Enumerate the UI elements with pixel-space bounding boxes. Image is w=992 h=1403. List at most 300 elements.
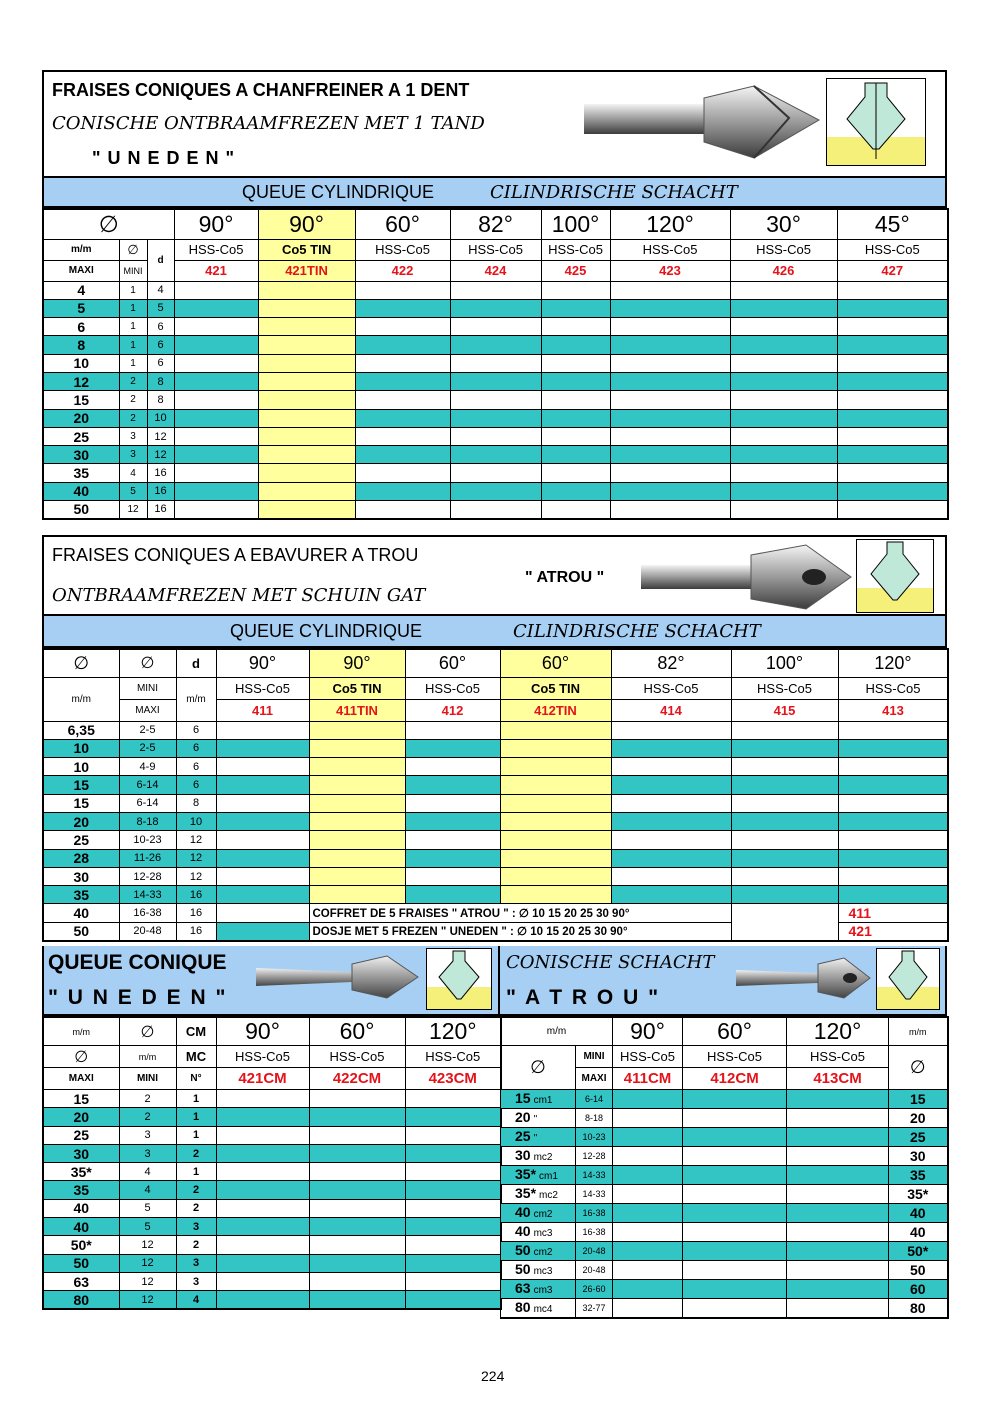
code-421: 421 [174, 260, 258, 281]
row-cell [405, 1254, 501, 1272]
table-row [43, 1254, 501, 1272]
row-cell [613, 1185, 683, 1204]
row-d: 12 [176, 867, 216, 885]
row-mini-maxi: 20-48 [576, 1261, 613, 1280]
row-d: 6 [147, 336, 174, 354]
s4-header-maxi: MAXI [576, 1068, 613, 1090]
row-cell [450, 336, 541, 354]
row-diameter: 80 [43, 1291, 119, 1309]
row-cell [730, 409, 837, 427]
row-cell [731, 904, 838, 922]
table-row [43, 1291, 501, 1309]
row-cell [541, 354, 610, 372]
row-cell [405, 1181, 501, 1199]
row-cell [355, 446, 450, 464]
angle-82: 82° [450, 209, 541, 239]
row-mini: 4 [119, 1163, 176, 1181]
row-diameter-value: 35* [515, 1185, 537, 1201]
row-cell [216, 721, 309, 739]
row-cell [730, 464, 837, 482]
row-cell [730, 336, 837, 354]
row-cell [405, 867, 500, 885]
code-411cm: 411CM [613, 1068, 683, 1090]
table-row [43, 391, 948, 409]
code-414: 414 [611, 699, 731, 721]
row-cell [683, 1185, 787, 1204]
row-cell [730, 482, 837, 500]
code-411tin: 411TIN [309, 699, 405, 721]
row-cell [405, 1163, 501, 1181]
row-cell [216, 1272, 309, 1290]
row-cell [405, 886, 500, 904]
row-d: 6 [176, 758, 216, 776]
row-mini-maxi: 16-38 [576, 1204, 613, 1223]
row-diameter-value: 25 [515, 1128, 531, 1144]
material-6: HSS-Co5 [838, 677, 948, 699]
table-row [501, 1261, 948, 1280]
row-diameter: 6,35 [43, 721, 119, 739]
row-diameter-right: 80 [889, 1299, 948, 1319]
row-cell [611, 776, 731, 794]
row-cell [216, 1181, 309, 1199]
chamfer-diagram-3 [426, 948, 492, 1010]
row-cell [355, 299, 450, 317]
row-cell [450, 299, 541, 317]
table-row [43, 1199, 501, 1217]
section4-title: CONISCHE SCHACHT [506, 952, 715, 973]
row-diameter-value: 30 [515, 1147, 531, 1163]
row-cell [838, 812, 948, 830]
row-cell [837, 318, 948, 336]
row-diameter-value: 50 [515, 1261, 531, 1277]
row-cell [541, 409, 610, 427]
row-cell [405, 776, 500, 794]
material-3: HSS-Co5 [450, 239, 541, 260]
row-cell [837, 464, 948, 482]
header-d: d [176, 649, 216, 677]
row-cell [405, 721, 500, 739]
row-cell [500, 758, 611, 776]
table-row [43, 427, 948, 445]
table-row [501, 1204, 948, 1223]
row-cell [405, 831, 500, 849]
table-row [43, 446, 948, 464]
row-mini: 1 [119, 281, 147, 299]
row-diameter: 35 [43, 886, 119, 904]
row-cell [450, 501, 541, 519]
row-mini: 2 [119, 391, 147, 409]
row-cell [309, 1218, 405, 1236]
material-4: HSS-Co5 [611, 677, 731, 699]
code-422: 422 [355, 260, 450, 281]
table-row [501, 1299, 948, 1319]
row-diameter-value: 40 [515, 1204, 531, 1220]
section4-table [500, 1016, 949, 1319]
row-cell [838, 867, 948, 885]
row-mini: 12 [119, 501, 147, 519]
row-diameter: 10 [43, 739, 119, 757]
header-maxi: MAXI [43, 260, 119, 281]
row-cell [174, 427, 258, 445]
section2-banner-nl: CILINDRISCHE SCHACHT [513, 621, 761, 642]
row-diameter: 6 [43, 318, 119, 336]
row-d: 16 [147, 501, 174, 519]
row-cell [309, 721, 405, 739]
row-cell [216, 831, 309, 849]
row-cell [405, 1126, 501, 1144]
code-412cm: 412CM [683, 1068, 787, 1090]
row-diameter [501, 1223, 576, 1242]
row-cell [837, 391, 948, 409]
morse-cutter-image-2 [732, 954, 874, 1002]
row-cell [216, 867, 309, 885]
table-row [43, 1218, 501, 1236]
angle-45: 45° [837, 209, 948, 239]
row-diameter-right: 50 [889, 1261, 948, 1280]
row-cell [683, 1147, 787, 1166]
row-cell [837, 281, 948, 299]
row-cell [405, 1272, 501, 1290]
row-cell [309, 1108, 405, 1126]
row-diameter: 25 [43, 427, 119, 445]
table-row [43, 904, 948, 922]
row-diameter: 4 [43, 281, 119, 299]
code-412tin: 412TIN [500, 699, 611, 721]
row-cell [837, 501, 948, 519]
table-row [43, 867, 948, 885]
row-mini: 2 [119, 1108, 176, 1126]
row-d: 16 [176, 886, 216, 904]
row-cell [450, 482, 541, 500]
row-cell [541, 482, 610, 500]
row-mini-maxi: 12-28 [119, 867, 176, 885]
row-mini: 2 [119, 409, 147, 427]
s3-material-2: HSS-Co5 [405, 1046, 501, 1068]
row-diameter: 15 [43, 776, 119, 794]
angle-100: 100° [541, 209, 610, 239]
row-mini-maxi: 8-18 [576, 1109, 613, 1128]
code-413: 413 [838, 699, 948, 721]
row-cell [216, 1236, 309, 1254]
code-427: 427 [837, 260, 948, 281]
table-row [43, 1163, 501, 1181]
row-cell [683, 1299, 787, 1319]
row-d: 5 [147, 299, 174, 317]
chamfer-diagram-1 [826, 78, 926, 166]
row-cell [837, 336, 948, 354]
table-row [43, 1181, 501, 1199]
row-cell [405, 1144, 501, 1162]
row-cell [216, 886, 309, 904]
row-cell [174, 501, 258, 519]
section1-banner-fr: QUEUE CYLINDRIQUE [242, 182, 435, 202]
row-diameter: 25 [43, 1126, 119, 1144]
angle-82: 82° [611, 649, 731, 677]
row-mini: 1 [119, 299, 147, 317]
row-cell [405, 794, 500, 812]
s4-header-diam-right: ∅ [889, 1046, 948, 1090]
s3-header-mc: MC [176, 1046, 216, 1068]
code-413cm: 413CM [787, 1068, 889, 1090]
row-cell [355, 464, 450, 482]
row-cell [787, 1280, 889, 1299]
row-mini: 4 [119, 464, 147, 482]
row-cell [731, 721, 838, 739]
row-cell [610, 354, 730, 372]
row-mini: 4 [119, 1181, 176, 1199]
row-cell [500, 794, 611, 812]
row-cell [837, 354, 948, 372]
row-cell [613, 1128, 683, 1147]
row-cell [610, 409, 730, 427]
angle-60-tin: 60° [500, 649, 611, 677]
row-cell [258, 318, 355, 336]
row-cell [683, 1204, 787, 1223]
table-row [43, 739, 948, 757]
row-cell [610, 336, 730, 354]
diameter-symbol: ∅ [43, 209, 174, 239]
row-cell [683, 1090, 787, 1109]
row-cell [309, 849, 405, 867]
row-cell [730, 299, 837, 317]
row-cell [216, 1090, 309, 1108]
section3-table [42, 1016, 502, 1310]
row-mini-maxi: 6-14 [119, 776, 176, 794]
row-mini-maxi: 16-38 [119, 904, 176, 922]
row-cell [730, 354, 837, 372]
header-diam: ∅ [119, 239, 147, 260]
s3-material-1: HSS-Co5 [309, 1046, 405, 1068]
row-cell [613, 1204, 683, 1223]
table-row [43, 1090, 501, 1108]
row-mini: 2 [119, 1090, 176, 1108]
section-atrou-header [42, 535, 947, 616]
s3-angle-60: 60° [309, 1017, 405, 1046]
row-cell [258, 299, 355, 317]
s3-header-mm: m/m [43, 1017, 119, 1046]
row-cell [541, 427, 610, 445]
material-0: HSS-Co5 [216, 677, 309, 699]
row-cell [258, 427, 355, 445]
row-cell [174, 336, 258, 354]
row-diameter [501, 1166, 576, 1185]
row-cm: 2 [176, 1199, 216, 1217]
row-cell [355, 372, 450, 390]
row-cell [216, 1199, 309, 1217]
code-412: 412 [405, 699, 500, 721]
row-diameter [501, 1109, 576, 1128]
row-d: 8 [147, 372, 174, 390]
table-row [43, 354, 948, 372]
row-cell [405, 812, 500, 830]
row-cell [309, 1291, 405, 1309]
row-mini: 5 [119, 482, 147, 500]
code-423cm: 423CM [405, 1068, 501, 1090]
section3-title: QUEUE CONIQUE [48, 951, 227, 974]
row-cell [309, 794, 405, 812]
code-426: 426 [730, 260, 837, 281]
row-cell [174, 281, 258, 299]
row-diameter: 20 [43, 812, 119, 830]
row-mini-maxi: 6-14 [119, 794, 176, 812]
row-cell [541, 464, 610, 482]
row-diameter-right: 35 [889, 1166, 948, 1185]
s3-header-maxi: MAXI [43, 1068, 119, 1090]
row-d: 6 [147, 318, 174, 336]
row-cell [405, 758, 500, 776]
table-row [43, 1126, 501, 1144]
row-diameter-value: 40 [515, 1223, 531, 1239]
row-diameter: 15 [43, 794, 119, 812]
row-diameter-value: 50 [515, 1242, 531, 1258]
row-cell [216, 1163, 309, 1181]
section1-name: " U N E D E N " [92, 148, 236, 168]
row-cell [611, 867, 731, 885]
row-cell [216, 1254, 309, 1272]
table-row [43, 758, 948, 776]
row-cell [309, 1163, 405, 1181]
row-diameter-value: 63 [515, 1280, 531, 1296]
row-diameter: 40 [43, 904, 119, 922]
row-diameter [501, 1204, 576, 1223]
row-cell [787, 1204, 889, 1223]
header-maxi: MAXI [119, 699, 176, 721]
row-cell [174, 299, 258, 317]
morse-cutter-image-1 [252, 952, 422, 1002]
code-423: 423 [610, 260, 730, 281]
row-mini: 3 [119, 1144, 176, 1162]
row-cone-type: mc4 [533, 1304, 553, 1315]
row-cell [309, 886, 405, 904]
chamfer-diagram-2 [856, 539, 934, 613]
row-cell [405, 1236, 501, 1254]
row-diameter: 25 [43, 831, 119, 849]
row-mini-maxi: 14-33 [119, 886, 176, 904]
material-0: HSS-Co5 [174, 239, 258, 260]
row-cell [837, 372, 948, 390]
header-d: d [147, 239, 174, 281]
coffret-text: COFFRET DE 5 FRAISES " ATROU " : ∅ 10 15 20 25 30 90° [309, 904, 731, 922]
header-diam-2: ∅ [119, 649, 176, 677]
section1-title-fr: FRAISES CONIQUES A CHANFREINER A 1 DENT [52, 80, 470, 100]
row-cell [309, 739, 405, 757]
section3-header [42, 946, 500, 1016]
row-cone-type: mc2 [539, 1190, 558, 1201]
row-cell [610, 299, 730, 317]
row-cell [611, 758, 731, 776]
row-cell [731, 886, 838, 904]
row-cell [216, 1126, 309, 1144]
row-mini-maxi: 14-33 [576, 1166, 613, 1185]
row-cm: 2 [176, 1181, 216, 1199]
section2-banner [42, 616, 947, 648]
table-row [43, 318, 948, 336]
row-d: 16 [176, 922, 216, 940]
code-425: 425 [541, 260, 610, 281]
row-cell [405, 1199, 501, 1217]
row-cell [730, 427, 837, 445]
row-diameter: 35 [43, 464, 119, 482]
cutter-atrou-image [636, 541, 856, 613]
row-mini: 1 [119, 318, 147, 336]
section2-banner-fr: QUEUE CYLINDRIQUE [230, 621, 423, 641]
row-mini-maxi: 12-28 [576, 1147, 613, 1166]
row-diameter [501, 1261, 576, 1280]
row-cell [611, 739, 731, 757]
s3-header-diam-2: ∅ [43, 1046, 119, 1068]
s3-angle-90: 90° [216, 1017, 309, 1046]
row-cell [500, 831, 611, 849]
table-row [43, 409, 948, 427]
row-mini: 3 [119, 446, 147, 464]
row-cell [730, 501, 837, 519]
row-cell [216, 1144, 309, 1162]
row-cell [610, 281, 730, 299]
row-cell [500, 721, 611, 739]
row-cell [216, 758, 309, 776]
s4-header-diam: ∅ [501, 1046, 576, 1090]
row-cell [611, 886, 731, 904]
row-cell [258, 482, 355, 500]
row-cell [610, 372, 730, 390]
row-diameter-right: 20 [889, 1109, 948, 1128]
row-cell [450, 354, 541, 372]
row-cell [731, 922, 838, 940]
row-cell [258, 372, 355, 390]
table-row [43, 812, 948, 830]
row-diameter: 50 [43, 922, 119, 940]
row-d: 6 [176, 721, 216, 739]
row-cell [541, 299, 610, 317]
table-row [43, 1108, 501, 1126]
row-cone-type: " [533, 1114, 538, 1125]
row-cell [613, 1280, 683, 1299]
row-cell [610, 391, 730, 409]
row-cell [174, 446, 258, 464]
s4-header-mm-right: m/m [889, 1017, 948, 1046]
row-cell [405, 1090, 501, 1108]
material-1: Co5 TIN [309, 677, 405, 699]
row-cell [216, 904, 309, 922]
row-cell [174, 372, 258, 390]
row-diameter: 50* [43, 1236, 119, 1254]
row-d: 4 [147, 281, 174, 299]
angle-100: 100° [731, 649, 838, 677]
cutter-uneden-image [579, 78, 829, 164]
row-cell [838, 758, 948, 776]
row-cell [787, 1128, 889, 1147]
row-diameter-right: 50* [889, 1242, 948, 1261]
row-cell [838, 776, 948, 794]
row-d: 8 [147, 391, 174, 409]
code-424: 424 [450, 260, 541, 281]
row-cell [450, 391, 541, 409]
material-4: HSS-Co5 [541, 239, 610, 260]
row-cm: 2 [176, 1236, 216, 1254]
row-diameter: 35* [43, 1163, 119, 1181]
row-cell [174, 482, 258, 500]
row-diameter: 40 [43, 1218, 119, 1236]
row-d: 12 [176, 849, 216, 867]
row-diameter-right: 40 [889, 1223, 948, 1242]
row-cell [355, 318, 450, 336]
row-cell [837, 427, 948, 445]
s3-header-diam: ∅ [119, 1017, 176, 1046]
row-cell [838, 739, 948, 757]
row-cm: 3 [176, 1254, 216, 1272]
row-cell [837, 409, 948, 427]
row-mini: 3 [119, 427, 147, 445]
